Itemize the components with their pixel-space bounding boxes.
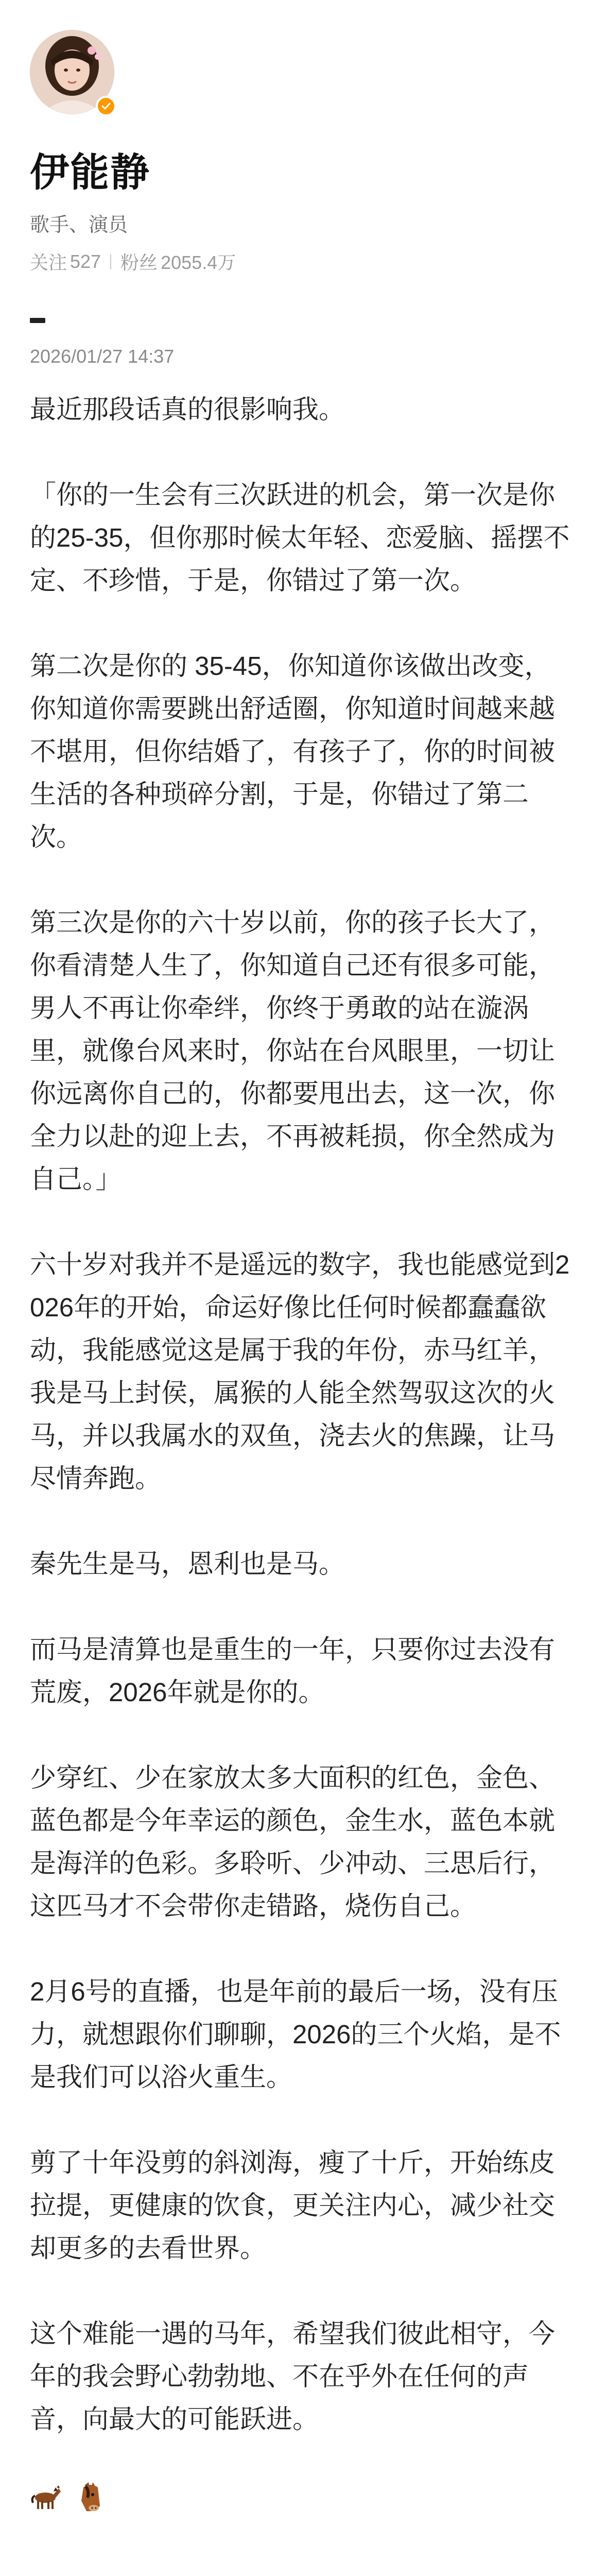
post-paragraph-11: 这个难能一遇的马年，希望我们彼此相守，今年的我会野心勃勃地、不在乎外在任何的声音，向最大的可能跃进。	[30, 2319, 556, 2434]
verified-badge-icon	[96, 96, 116, 116]
post-paragraph-1: 最近那段话真的很影响我。	[30, 395, 345, 424]
post-timestamp: 2026/01/27 14:37	[30, 346, 175, 367]
fans-label[interactable]: 粉丝	[120, 252, 158, 273]
post-paragraph-4: 第三次是你的六十岁以前，你的孩子长大了，你看清楚人生了，你知道自己还有很多可能，男人不再让你牵绊，你终于勇敢的站在漩涡里，就像台风来时，你站在台风眼里，一切让你远离你自己的，你都要甩出去，这一次，你全力以赴的迎上去，不再被耗损，你全然成为自己。」	[30, 908, 556, 1194]
profile-name[interactable]: 伊能静	[30, 151, 150, 195]
post-paragraph-3: 第二次是你的 35-45，你知道你该做出改变，你知道你需要跳出舒适圈，你知道时间越来越不堪用，但你结婚了，有孩子了，你的时间被生活的各种琐碎分割，于是，你错过了第二次。	[30, 651, 556, 852]
post-header	[30, 30, 576, 2513]
follow-count[interactable]: 527	[70, 250, 101, 272]
emoji-row	[30, 2480, 576, 2513]
stats-divider	[110, 254, 111, 269]
post-paragraph-5: 六十岁对我并不是遥远的数字，我也能感觉到2026年的开始，命运好像比任何时候都蠢蠢欲动，我能感觉这是属于我的年份，赤马红羊，我是马上封侯，属猴的人能全然驾驭这次的火马，并以我属水的双鱼，浇去火的焦躁，让马尽情奔跑。	[30, 1250, 570, 1493]
post-paragraph-10: 剪了十年没剪的斜浏海，瘦了十斤，开始练皮拉提，更健康的饮食，更关注内心，减少社交却更多的去看世界。	[30, 2148, 556, 2263]
avatar-wrapper[interactable]	[30, 30, 117, 117]
profile-stats	[30, 248, 576, 275]
fans-count[interactable]: 2055.4万	[161, 252, 236, 273]
horse-face-emoji-icon	[74, 2480, 107, 2513]
post-paragraph-2: 「你的一生会有三次跃进的机会，第一次是你的25-35，但你那时候太年轻、恋爱脑、摇摆不定、不珍惜，于是，你错过了第一次。	[30, 480, 570, 595]
profile-description: 歌手、演员	[30, 214, 128, 236]
post-paragraph-6: 秦先生是马，恩利也是马。	[30, 1549, 345, 1579]
post-paragraph-8: 少穿红、少在家放太多大面积的红色，金色、蓝色都是今年幸运的颜色，金生水，蓝色本就是海洋的色彩。多聆听、少冲动、三思后行，这匹马才不会带你走错路，烧伤自己。	[30, 1763, 556, 1921]
post-paragraph-9: 2月6号的直播，也是年前的最后一场，没有压力，就想跟你们聊聊，2026的三个火焰，是不是我们可以浴火重生。	[30, 1977, 561, 2092]
follow-label[interactable]: 关注	[30, 252, 67, 273]
post-body	[30, 388, 576, 2513]
section-divider-mark	[30, 318, 45, 323]
post-paragraph-7: 而马是清算也是重生的一年，只要你过去没有荒废，2026年就是你的。	[30, 1635, 556, 1707]
horse-emoji-icon	[30, 2480, 63, 2513]
